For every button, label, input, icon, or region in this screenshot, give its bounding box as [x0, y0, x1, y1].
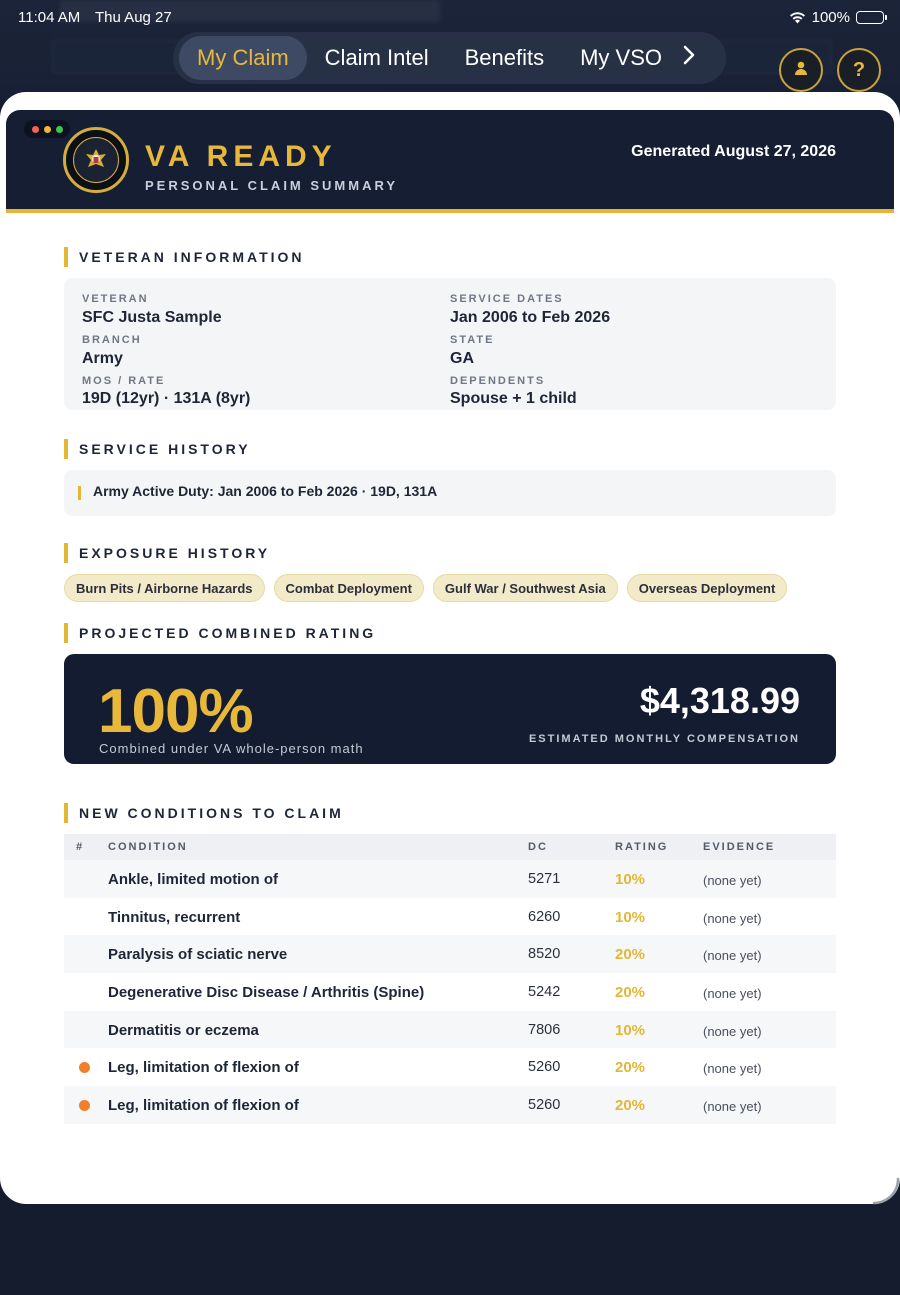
exposure-chips [64, 574, 787, 602]
condition-cell: Ankle, limited motion of [108, 871, 279, 888]
flag-dot-icon [79, 1062, 90, 1073]
table-row [64, 935, 836, 973]
branch-value: Army [82, 350, 123, 367]
conditions-table-header [64, 834, 836, 860]
battery-percent: 100% [811, 9, 850, 26]
dependents-value: Spouse + 1 child [450, 390, 577, 407]
rating-cell: 20% [615, 946, 646, 964]
col-condition: CONDITION [108, 841, 188, 853]
claim-summary-document [6, 110, 894, 1115]
condition-cell: Tinnitus, recurrent [108, 908, 241, 926]
person-icon [793, 59, 809, 82]
service-dates-label: SERVICE DATES [450, 293, 564, 305]
combined-rating-percent: 100% [98, 677, 253, 746]
tab-benefits[interactable]: Benefits [464, 45, 545, 70]
exposure-chip-combat: Combat Deployment [274, 574, 424, 602]
service-history-card [64, 470, 836, 516]
window-controls[interactable] [24, 120, 70, 138]
status-indicators [789, 9, 884, 26]
state-label: STATE [450, 334, 495, 346]
combined-rating-caption: Combined under VA whole-person math [99, 741, 364, 756]
tab-my-vso[interactable]: My VSO [580, 45, 662, 70]
evidence-cell: (none yet) [703, 1099, 762, 1115]
brand-title: VA READY [145, 140, 337, 173]
col-evidence: EVIDENCE [703, 841, 776, 853]
col-number: # [76, 841, 85, 853]
state-value: GA [450, 350, 474, 367]
table-row [64, 1048, 836, 1086]
chevron-right-icon[interactable] [682, 44, 696, 73]
conditions-table [64, 834, 836, 1124]
dependents-label: DEPENDENTS [450, 375, 546, 387]
veteran-value: SFC Justa Sample [82, 309, 222, 326]
rating-cell: 20% [615, 1097, 646, 1115]
veteran-label: VETERAN [82, 293, 149, 305]
battery-icon [856, 11, 884, 24]
evidence-cell: (none yet) [703, 910, 762, 926]
rating-cell: 20% [615, 984, 646, 1002]
col-dc: DC [528, 841, 548, 853]
condition-cell: Leg, limitation of flexion of [108, 1097, 299, 1115]
new-conditions-heading: NEW CONDITIONS TO CLAIM [64, 803, 344, 823]
top-tab-bar [173, 32, 726, 84]
dc-cell: 6260 [528, 908, 561, 925]
service-history-heading: SERVICE HISTORY [64, 439, 251, 459]
table-row [64, 860, 836, 898]
rating-cell: 10% [615, 1021, 646, 1039]
monthly-compensation-amount: $4,318.99 [639, 680, 800, 721]
condition-cell: Degenerative Disc Disease / Arthritis (Spine) [108, 984, 425, 1002]
wifi-icon [789, 12, 806, 24]
generated-date: Generated August 27, 2026 [631, 143, 836, 160]
help-button[interactable] [837, 48, 881, 92]
dc-cell: 8520 [528, 946, 561, 963]
tab-my-claim[interactable]: My Claim [179, 36, 307, 80]
evidence-cell: (none yet) [703, 873, 762, 888]
table-row [64, 898, 836, 936]
service-dates-value: Jan 2006 to Feb 2026 [450, 309, 611, 326]
close-dot-icon[interactable] [32, 126, 39, 133]
conditions-rows [64, 860, 836, 1124]
tab-claim-intel[interactable]: Claim Intel [324, 45, 429, 70]
dc-cell: 5271 [528, 871, 561, 887]
evidence-cell: (none yet) [703, 1061, 762, 1077]
mos-rate-value: 19D (12yr) · 131A (8yr) [82, 390, 251, 407]
table-row [64, 1086, 836, 1124]
evidence-cell: (none yet) [703, 1023, 762, 1039]
brand-subtitle: PERSONAL CLAIM SUMMARY [145, 178, 399, 193]
maximize-dot-icon[interactable] [56, 126, 63, 133]
resize-handle-icon[interactable] [870, 1175, 896, 1201]
dc-cell: 5260 [528, 1097, 561, 1114]
flag-dot-icon [79, 1100, 90, 1111]
minimize-dot-icon[interactable] [44, 126, 51, 133]
rating-cell: 10% [615, 871, 646, 888]
evidence-cell: (none yet) [703, 986, 762, 1002]
dc-cell: 5242 [528, 984, 561, 1001]
service-history-item: Army Active Duty: Jan 2006 to Feb 2026 · 19D, 131A [93, 483, 438, 499]
monthly-compensation-caption: ESTIMATED MONTHLY COMPENSATION [528, 733, 800, 745]
table-row [64, 973, 836, 1011]
status-bar [0, 0, 900, 34]
evidence-cell: (none yet) [703, 948, 762, 964]
exposure-chip-gulf-war: Gulf War / Southwest Asia [433, 574, 618, 602]
condition-cell: Paralysis of sciatic nerve [108, 946, 288, 964]
history-marker [78, 486, 81, 500]
exposure-chip-burn-pits: Burn Pits / Airborne Hazards [64, 574, 265, 602]
question-icon: ? [852, 58, 866, 81]
branch-label: BRANCH [82, 334, 142, 346]
projected-rating-heading: PROJECTED COMBINED RATING [64, 623, 376, 643]
claim-summary-sheet [0, 92, 900, 1204]
table-row [64, 1011, 836, 1049]
rating-cell: 10% [615, 908, 646, 926]
col-rating: RATING [615, 841, 669, 853]
condition-cell: Leg, limitation of flexion of [108, 1059, 299, 1077]
status-date: Thu Aug 27 [95, 9, 172, 26]
profile-button[interactable] [779, 48, 823, 92]
document-header [6, 110, 894, 213]
veteran-info-card [64, 278, 836, 410]
dc-cell: 7806 [528, 1021, 561, 1038]
army-seal-icon [63, 127, 129, 193]
condition-cell: Dermatitis or eczema [108, 1021, 259, 1039]
exposure-history-heading: EXPOSURE HISTORY [64, 543, 270, 563]
veteran-information-heading: VETERAN INFORMATION [64, 247, 305, 267]
rating-cell: 20% [615, 1059, 646, 1077]
projected-rating-card [64, 654, 836, 764]
mos-rate-label: MOS / RATE [82, 375, 166, 387]
status-time: 11:04 AM [18, 9, 81, 26]
dc-cell: 5260 [528, 1059, 561, 1076]
exposure-chip-overseas: Overseas Deployment [627, 574, 788, 602]
